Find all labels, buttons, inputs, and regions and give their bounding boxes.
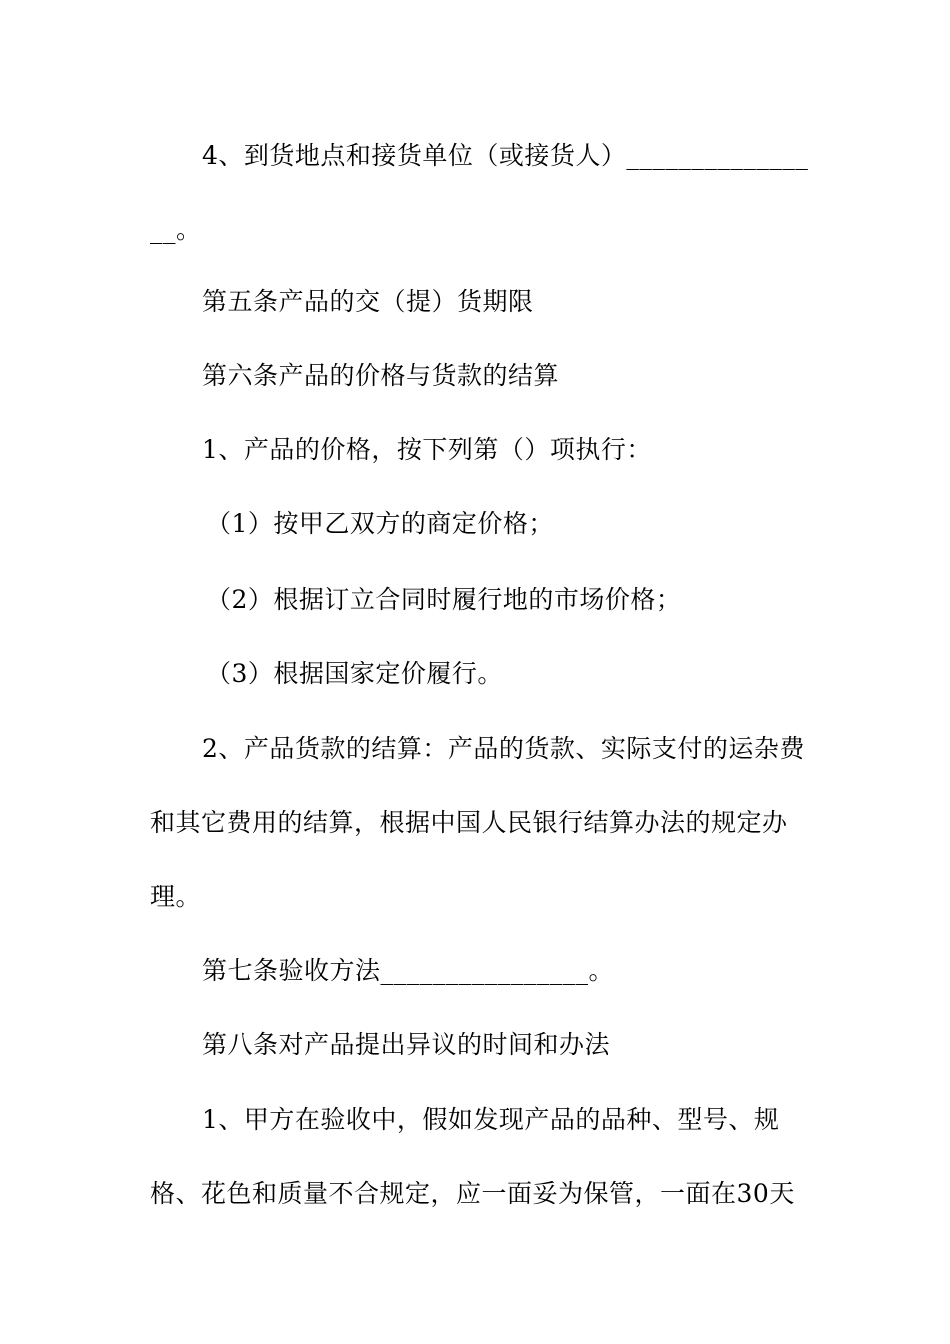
objection-clause-line-1: 1、甲方在验收中，假如发现产品的品种、型号、规 [202, 1105, 780, 1134]
settlement-clause-line-1: 2、产品货款的结算：产品的货款、实际支付的运杂费 [202, 734, 805, 763]
delivery-location-line-continued: __。 [150, 215, 202, 244]
objection-clause-line-2: 格、花色和质量不合规定，应一面妥为保管，一面在30天 [150, 1179, 795, 1208]
article-5-heading: 第五条产品的交（提）货期限 [202, 287, 534, 316]
article-7-heading: 第七条验收方法________________。 [202, 956, 615, 985]
article-8-heading: 第八条对产品提出异议的时间和办法 [202, 1030, 611, 1059]
price-clause-line: 1、产品的价格，按下列第（）项执行： [202, 435, 652, 464]
settlement-clause-line-3: 理。 [150, 882, 202, 911]
price-option-1: （1）按甲乙双方的商定价格； [206, 509, 554, 538]
article-6-heading: 第六条产品的价格与货款的结算 [202, 361, 560, 390]
delivery-location-line: 4、到货地点和接货单位（或接货人）______________ [202, 141, 809, 170]
price-option-3: （3）根据国家定价履行。 [206, 659, 503, 688]
settlement-clause-line-2: 和其它费用的结算，根据中国人民银行结算办法的规定办 [150, 808, 788, 837]
price-option-2: （2）根据订立合同时履行地的市场价格； [206, 585, 682, 614]
